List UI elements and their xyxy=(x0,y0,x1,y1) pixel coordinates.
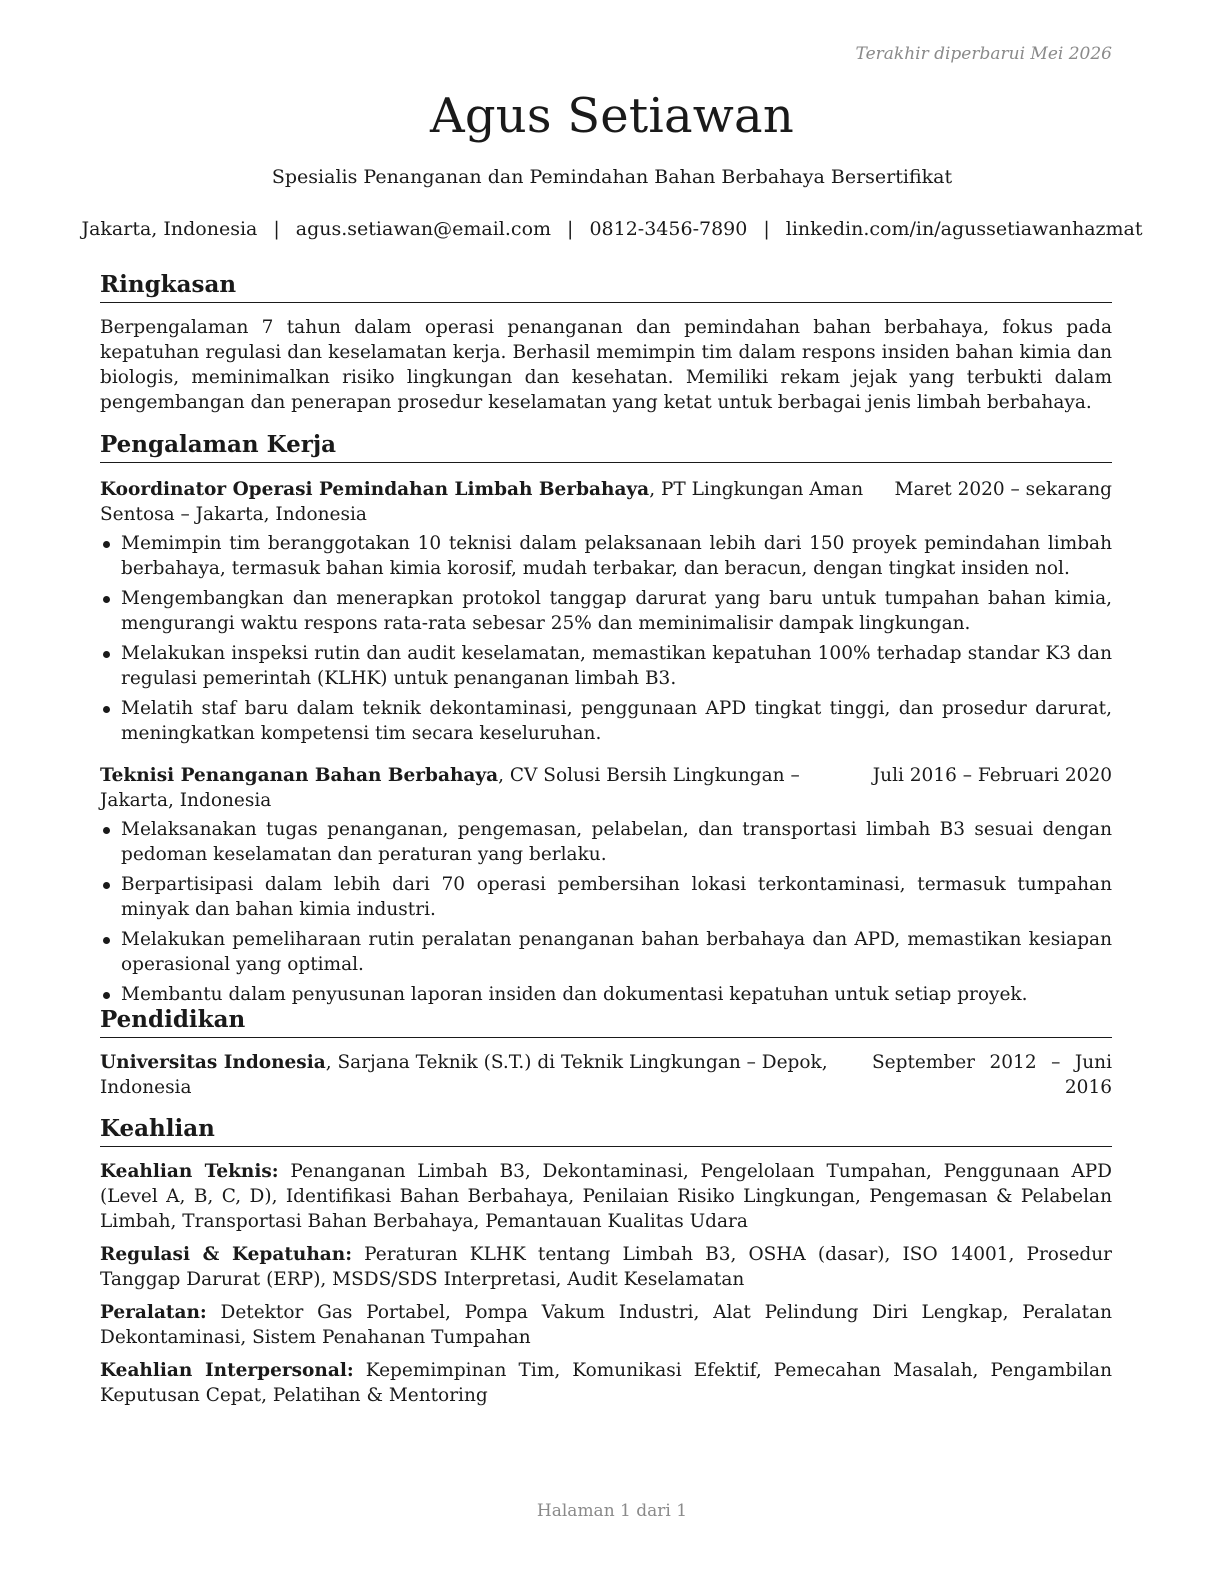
skill-group xyxy=(100,1242,1112,1292)
job-entry xyxy=(100,763,1112,1007)
education-school: Universitas Indonesia xyxy=(100,1052,326,1073)
education-dates: September 2012 – Juni 2016 xyxy=(872,1052,1112,1098)
job-dates: Juli 2016 – Februari 2020 xyxy=(872,765,1112,786)
job-title-line xyxy=(100,477,875,527)
job-bullet: Melaksanakan tugas penanganan, pengemasan, pelabelan, dan transportasi limbah B3 sesuai dengan pedoman keselamatan dan peraturan yang berlaku. xyxy=(100,817,1112,867)
skill-group-label: Keahlian Teknis: xyxy=(100,1161,279,1182)
job-bullet: Melakukan inspeksi rutin dan audit keselamatan, memastikan kepatuhan 100% terhadap standar K3 dan regulasi pemerintah (KLHK) untuk penanganan limbah B3. xyxy=(100,641,1112,691)
skills-section xyxy=(100,1114,1112,1416)
contact-separator: | xyxy=(567,218,574,240)
contact-linkedin[interactable]: linkedin.com/in/agussetiawanhazmat xyxy=(785,218,1143,240)
job-title-line xyxy=(100,763,861,813)
skill-group-label: Peralatan: xyxy=(100,1302,207,1323)
summary-text: Berpengalaman 7 tahun dalam operasi penanganan dan pemindahan bahan berbahaya, fokus pada kepatuhan regulasi dan keselamatan kerja. Berhasil memimpin tim dalam respons insiden bahan kimia dan biologis, meminimalkan risiko lingkungan dan kesehatan. Memiliki rekam jejak yang terbukti dalam pengembangan dan penerapan prosedur keselamatan yang ketat untuk berbagai jenis limbah berbahaya. xyxy=(100,317,1112,413)
skill-group xyxy=(100,1159,1112,1234)
contact-separator: | xyxy=(273,218,280,240)
job-bullet: Memimpin tim beranggotakan 10 teknisi dalam pelaksanaan lebih dari 150 proyek pemindahan limbah berbahaya, termasuk bahan kimia korosif, mudah terbakar, dan beracun, dengan tingkat insiden nol. xyxy=(100,531,1112,581)
contact-separator: | xyxy=(763,218,770,240)
experience-section xyxy=(100,430,1112,1012)
education-detail: , Sarjana Teknik (S.T.) di Teknik Lingkungan – Depok, Indonesia xyxy=(100,1052,828,1098)
last-updated-note: Terakhir diperbarui Mei 2026 xyxy=(855,44,1112,64)
skill-group-text: Kepemimpinan Tim, Komunikasi Efektif, Pemecahan Masalah, Pengambilan Keputusan Cepat, Pelatihan & Mentoring xyxy=(100,1360,1112,1406)
contact-phone: 0812-3456-7890 xyxy=(589,218,748,240)
contact-email[interactable]: agus.setiawan@email.com xyxy=(295,218,552,240)
job-title: Teknisi Penanganan Bahan Berbahaya xyxy=(100,765,499,786)
skill-group-text: Penanganan Limbah B3, Dekontaminasi, Pengelolaan Tumpahan, Penggunaan APD (Level A, B, C, D), Identifikasi Bahan Berbahaya, Penilaian Risiko Lingkungan, Pengemasan & Pelabelan Limbah, Transportasi Bahan Berbahaya, Pemantauan Kualitas Udara xyxy=(100,1161,1112,1232)
skill-group-text: Peraturan KLHK tentang Limbah B3, OSHA (dasar), ISO 14001, Prosedur Tanggap Darurat (ERP), MSDS/SDS Interpretasi, Audit Keselamatan xyxy=(100,1244,1112,1290)
skill-group-text: Detektor Gas Portabel, Pompa Vakum Industri, Alat Pelindung Diri Lengkap, Peralatan Dekontaminasi, Sistem Penahanan Tumpahan xyxy=(100,1302,1112,1348)
skill-group xyxy=(100,1300,1112,1350)
summary-heading: Ringkasan xyxy=(100,270,1112,303)
job-company: , PT Lingkungan Aman Sentosa – Jakarta, Indonesia xyxy=(100,479,864,525)
job-header xyxy=(100,477,1112,527)
job-bullet: Berpartisipasi dalam lebih dari 70 operasi pembersihan lokasi terkontaminasi, termasuk tumpahan minyak dan bahan kimia industri. xyxy=(100,872,1112,922)
summary-section xyxy=(100,270,1112,415)
education-line xyxy=(100,1050,852,1100)
education-heading: Pendidikan xyxy=(100,1005,1112,1038)
job-dates: Maret 2020 – sekarang xyxy=(894,479,1112,500)
experience-heading: Pengalaman Kerja xyxy=(100,430,1112,463)
job-bullet: Melakukan pemeliharaan rutin peralatan penanganan bahan berbahaya dan APD, memastikan kesiapan operasional yang optimal. xyxy=(100,927,1112,977)
skills-heading: Keahlian xyxy=(100,1114,1112,1147)
contact-location: Jakarta, Indonesia xyxy=(81,218,258,240)
skill-group-label: Keahlian Interpersonal: xyxy=(100,1360,354,1381)
job-bullet: Melatih staf baru dalam teknik dekontaminasi, penggunaan APD tingkat tinggi, dan prosedur darurat, meningkatkan kompetensi tim secara keseluruhan. xyxy=(100,696,1112,746)
candidate-title: Spesialis Penanganan dan Pemindahan Bahan Berbahaya Bersertifikat xyxy=(271,166,953,188)
education-entry xyxy=(100,1050,1112,1100)
job-header xyxy=(100,763,1112,813)
contact-line xyxy=(0,218,1224,240)
page-number: Halaman 1 dari 1 xyxy=(536,1501,688,1521)
candidate-name: Agus Setiawan xyxy=(430,88,794,144)
job-bullet-list xyxy=(100,817,1112,1007)
job-company: , CV Solusi Bersih Lingkungan – Jakarta, Indonesia xyxy=(100,765,800,811)
job-bullet: Mengembangkan dan menerapkan protokol tanggap darurat yang baru untuk tumpahan bahan kimia, mengurangi waktu respons rata-rata sebesar 25% dan meminimalisir dampak lingkungan. xyxy=(100,586,1112,636)
skill-group-label: Regulasi & Kepatuhan: xyxy=(100,1244,353,1265)
job-entry xyxy=(100,477,1112,746)
job-bullet-list xyxy=(100,531,1112,746)
skill-group xyxy=(100,1358,1112,1408)
education-section xyxy=(100,1005,1112,1100)
job-bullet: Membantu dalam penyusunan laporan insiden dan dokumentasi kepatuhan untuk setiap proyek. xyxy=(100,982,1112,1007)
skills-list xyxy=(100,1159,1112,1408)
job-title: Koordinator Operasi Pemindahan Limbah Berbahaya xyxy=(100,479,650,500)
